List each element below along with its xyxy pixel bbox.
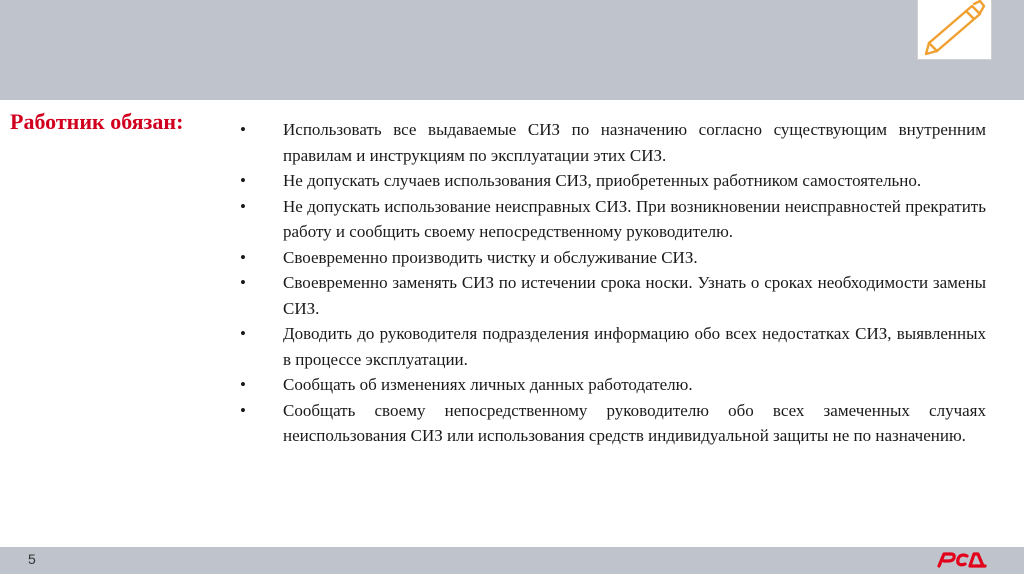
list-item: [240, 398, 986, 449]
list-item-text: Доводить до руководителя подразделения информацию обо всех недостатках СИЗ, выявленных в процессе эксплуатации.: [283, 324, 986, 369]
list-item: [240, 168, 986, 194]
list-item: [240, 245, 986, 271]
list-item-text: Сообщать своему непосредственному руководителю обо всех замеченных случаях неиспользования СИЗ или использования средств индивидуальной защиты не по назначению.: [283, 400, 986, 445]
footer-band: [0, 547, 1024, 574]
bullet-marker: •: [240, 400, 246, 420]
pen-icon-box: [917, 0, 992, 60]
bullet-marker: •: [240, 273, 246, 292]
list-item: [240, 194, 986, 245]
pen-icon: [918, 0, 991, 59]
list-item: [240, 372, 986, 398]
bullet-marker: •: [240, 247, 246, 267]
page-number: 5: [28, 551, 36, 567]
list-item-text: Использовать все выдаваемые СИЗ по назначению согласно существующим внутренним правилам и инструкциям по эксплуатации этих СИЗ.: [283, 120, 986, 165]
bullet-marker: •: [240, 171, 246, 190]
list-item: [240, 321, 986, 372]
bullet-marker: •: [240, 375, 246, 394]
bullet-marker: •: [240, 324, 246, 343]
slide-title: Работник обязан:: [10, 109, 184, 134]
duty-list: [240, 117, 986, 449]
list-item-text: Своевременно заменять СИЗ по истечении срока носки. Узнать о сроках необходимости замены СИЗ.: [283, 273, 986, 318]
list-item-text: Сообщать об изменениях личных данных работодателю.: [283, 375, 693, 394]
bullet-marker: •: [240, 196, 246, 216]
list-item: [240, 117, 986, 168]
rzd-logo-icon: [936, 551, 988, 574]
list-item-text: Не допускать случаев использования СИЗ, приобретенных работником самостоятельно.: [283, 171, 922, 190]
header-band: [0, 0, 1024, 100]
bullet-marker: •: [240, 120, 246, 139]
list-item-text: Своевременно производить чистку и обслуживание СИЗ.: [283, 247, 698, 267]
list-item-text: Не допускать использование неисправных СИЗ. При возникновении неисправностей прекратить работу и сообщить своему непосредственному руководителю.: [283, 196, 986, 241]
list-item: [240, 270, 986, 321]
